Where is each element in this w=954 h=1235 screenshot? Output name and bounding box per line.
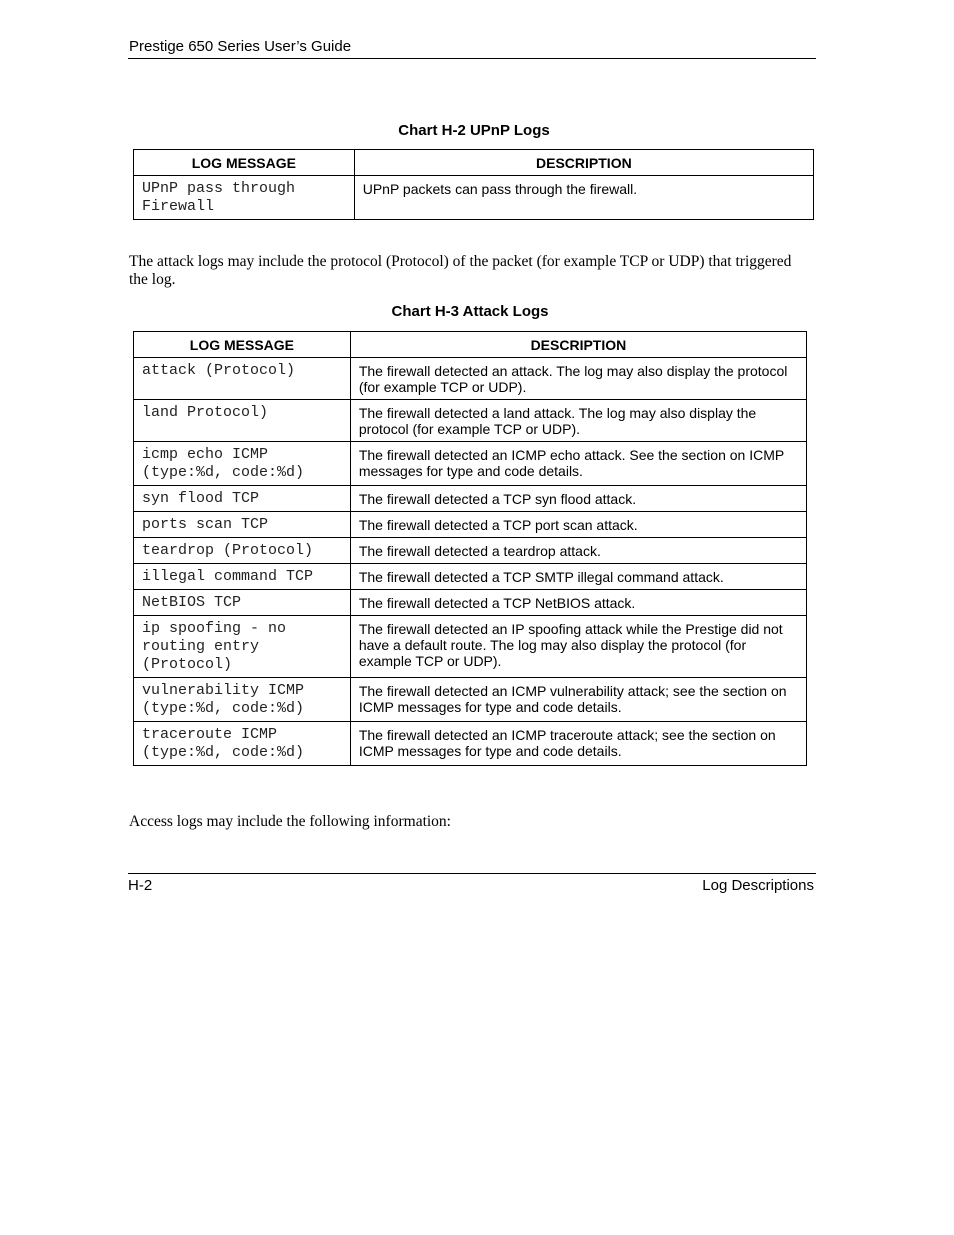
log-message-cell: illegal command TCP [134,564,351,590]
description-cell: The firewall detected a land attack. The log may also display the protocol (for example TCP or UDP). [350,400,806,442]
attack-logs-paragraph: The attack logs may include the protocol (Protocol) of the packet (for example TCP or UDP) that triggered the log. [129,253,792,288]
access-logs-paragraph: Access logs may include the following information: [129,813,451,830]
table-row [134,678,807,722]
column-header-description: DESCRIPTION [350,332,806,358]
description-cell: The firewall detected a teardrop attack. [350,538,806,564]
log-message-cell: teardrop (Protocol) [134,538,351,564]
description-cell: The firewall detected a TCP SMTP illegal command attack. [350,564,806,590]
table-row [134,400,807,442]
description-cell: The firewall detected an IP spoofing attack while the Prestige did not have a default route. The log may also display the protocol (for example TCP or UDP). [350,616,806,678]
table-row [134,564,807,590]
log-message-cell: traceroute ICMP (type:%d, code:%d) [134,722,351,766]
description-cell: The firewall detected an ICMP traceroute attack; see the section on ICMP messages for type and code details. [350,722,806,766]
description-cell: The firewall detected a TCP port scan attack. [350,512,806,538]
log-message-cell: attack (Protocol) [134,358,351,400]
table-row [134,358,807,400]
page-header [128,36,816,59]
log-message-cell: vulnerability ICMP (type:%d, code:%d) [134,678,351,722]
description-cell: UPnP packets can pass through the firewall. [354,176,813,220]
table-header-row [134,332,807,358]
table-row [134,538,807,564]
log-message-cell: syn flood TCP [134,486,351,512]
attack-logs-table [133,331,807,766]
chart-h3-caption: Chart H-3 Attack Logs [391,303,549,320]
table-header-row [134,150,814,176]
log-message-cell: UPnP pass through Firewall [134,176,355,220]
description-cell: The firewall detected a TCP NetBIOS attack. [350,590,806,616]
log-message-cell: ports scan TCP [134,512,351,538]
description-cell: The firewall detected an ICMP vulnerability attack; see the section on ICMP messages for type and code details. [350,678,806,722]
table-row [134,590,807,616]
header-title: Prestige 650 Series User’s Guide [129,38,352,55]
log-message-cell: icmp echo ICMP (type:%d, code:%d) [134,442,351,486]
log-message-cell: NetBIOS TCP [134,590,351,616]
table-row [134,512,807,538]
footer-page-number: H-2 [128,877,153,894]
page-footer [128,873,816,898]
description-cell: The firewall detected an attack. The log may also display the protocol (for example TCP or UDP). [350,358,806,400]
chart-h2-caption: Chart H-2 UPnP Logs [398,122,550,139]
table-row [134,722,807,766]
footer-section-title: Log Descriptions [702,877,814,894]
column-header-description: DESCRIPTION [354,150,813,176]
table-row [134,616,807,678]
table-row [134,442,807,486]
table-row [134,486,807,512]
upnp-logs-table [133,149,814,220]
column-header-log-message: LOG MESSAGE [134,332,351,358]
description-cell: The firewall detected an ICMP echo attack. See the section on ICMP messages for type and code details. [350,442,806,486]
log-message-cell: ip spoofing - no routing entry (Protocol) [134,616,351,678]
log-message-cell: land Protocol) [134,400,351,442]
table-row [134,176,814,220]
description-cell: The firewall detected a TCP syn flood attack. [350,486,806,512]
column-header-log-message: LOG MESSAGE [134,150,355,176]
